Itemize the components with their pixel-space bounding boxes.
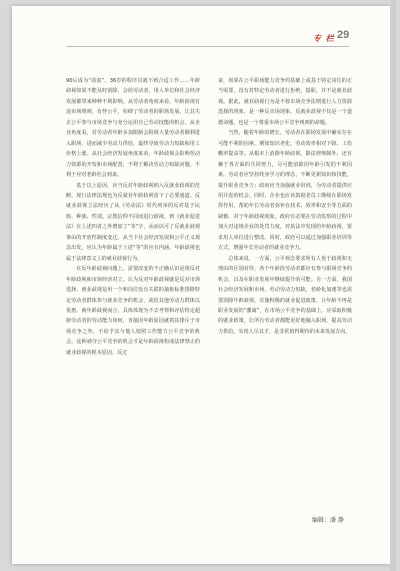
article-column-right [218, 76, 352, 337]
header-rule [66, 46, 349, 47]
paragraph: 基于以上原因，应当反对年龄歧视纳入反就业歧视的范畴。现行法律法规也为反就业年龄歧视留下了必要通道。反就业歧视立法经历了从《劳动法》时代列举的反对基于民族、种族、性别、宗教信仰不同而进行歧视，到《就业促进法》在上述四者之外增加了“等”字，从而以可了反就业歧视事由的开放性制度变迁。从当下社会经济发展和公平正义观念出发，应认为年龄属于上述“等”的应有内涵，年龄歧视也属于法律意义上的就业歧视行为。 [66, 182, 200, 262]
paragraph: 90后成为“前浪”，36岁的程序员就不到合适工作……年龄歧视如果不能及时消除，会给劳动者、用人单位和社会经济发展都带来种种不利影响。从劳动者角度来看，年龄歧视有违市场规则，有悖公平，妨碍了劳动者的职场发展，让其失去公平参与市场竞争与充分运用自己劳动技能的机会。从企业角度看，对劳动者年龄多加限制会阻碍大量劳动者顺利进入职场，进而减少劳动力供给，最终导致劳动力短缺和用工价格上涨。从社会经济发展角度来看，年龄歧视会影响劳动力资源的开发和市场配置，不利于解决劳动力短缺问题，不利于应对老龄社会到来。 [66, 78, 200, 179]
article-column-left [66, 76, 200, 358]
magazine-page [12, 6, 390, 564]
editor-credit: 编辑：潘 静 [312, 517, 344, 524]
scan-edge [390, 0, 396, 571]
page-number: 29 [337, 29, 350, 41]
paragraph: 来，如果在公平职场能力竞争的基础上或基于特定岗位的正当需要，没有对特定劳动者进行拒绝，提职，并不是就业歧视。据此，就业歧视行为是不按市场竞争法则进行人力资源选择的现象，是一种反市场现象。反就业歧视不仅是一个道德命题，也是一个尊重市场公平竞争规则的命题。 [218, 78, 352, 126]
paragraph: 总体来说，一方面，公平观念要求所有人免于歧视和无理由的区别对待，各个年龄段劳动者都应有参与职场竞争的机会，以及在职业发展中继续提升的可能；另一方面，我国社会经济发展和市场，劳动劳动力短缺，老龄化加速等也需要消除年龄歧视，实施积极的就业促进政策。让年龄不再是职业发展的“藩篱”，在市场公平竞争的基础上，应采取积极的就业政策，让所有劳动者都能更好地融入职场，提高劳动力供给，实现人尽其才，是非常值得期待的未来发展方向。 [218, 255, 352, 335]
paragraph: 在反年龄歧视问题上，需要改变的不正确认识是将反对年龄歧视和市场经济对立。认为反对年龄歧视就是反对市场选择。就业歧视是用一个和岗位没有关联的抽象标准排除特定劳动者群体参与就业竞争的机会，或给其他劳动力群体以优惠。就年龄歧视而言，具体体现为不去考察和评估特定超龄劳动者的劳动能力如何，直接因年龄原因就将其排斥于市场竞争之外，不给予其与他人按照工作能力公平竞争的机会。这种剥夺公平竞争的机会才是年龄歧视构成法律禁止的就业歧视的根本原因。反过 [66, 266, 200, 356]
section-tag: 专 栏 [313, 34, 335, 43]
paragraph: 当然，随着年龄的增长，劳动者在职场发展中确实存在可能不利的因素，例如知识老化、劳动效率相对下降、工伤概率提高等。从根本上消除年龄歧视，除法律规制外，还有赖于各方面的共同努力，尽可能消除因年龄引发的不利因素。劳动者应坚持终身学习的理念，不断更新知识和技能，提升职业竞争力；政府应当加强就业培训，为劳动者提供应用并进的机会。同时，企业也应该鼓励老员工继续在职场发挥作用，帮助年长劳动者弥补在技术、效率和安全等方面的缺憾。对于年龄歧视现象，政府有必要在劳动监察的过程中加大对违规企业的处罚力度，对执法中发现的年龄歧视，要求用人单位进行整改。同时，政府可以通过加强职业培训等方式，增强年长劳动者的就业竞争力。 [218, 130, 352, 252]
